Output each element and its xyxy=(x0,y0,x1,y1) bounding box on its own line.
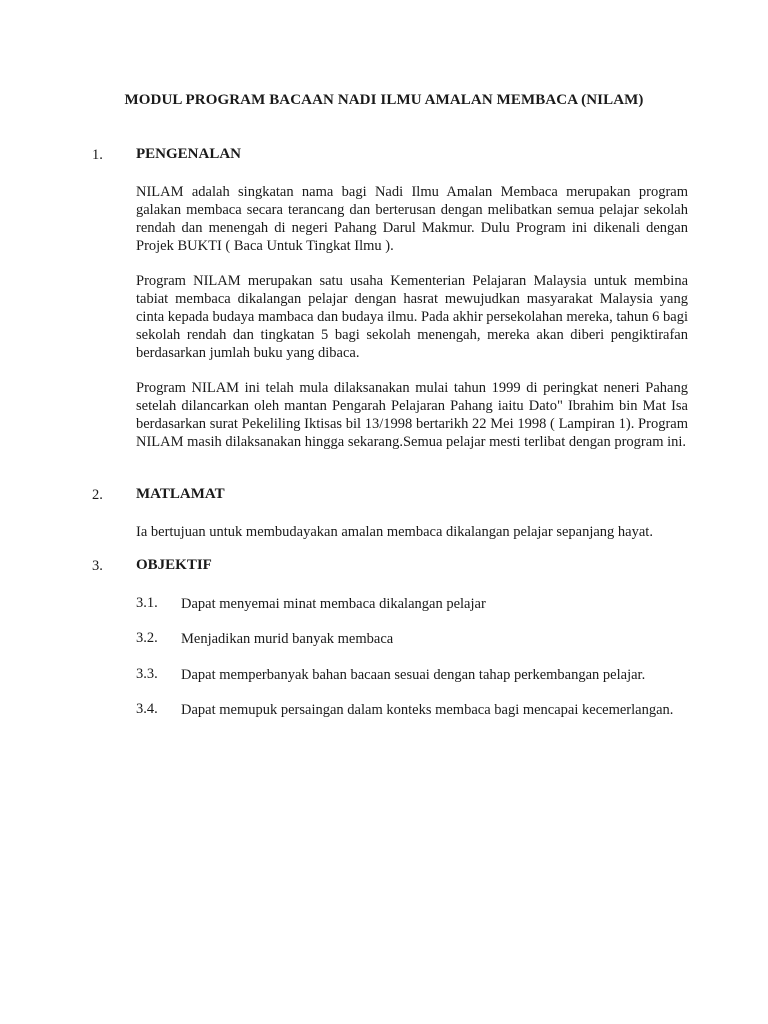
section-heading-objektif: OBJEKTIF xyxy=(136,557,212,573)
objective-number: 3.4. xyxy=(136,701,158,717)
document-title: MODUL PROGRAM BACAAN NADI ILMU AMALAN MEMBACA (NILAM) xyxy=(124,92,644,108)
section-number: 2. xyxy=(92,487,103,503)
objective-text: Menjadikan murid banyak membaca xyxy=(181,631,394,647)
objective-text: Dapat menyemai minat membaca dikalangan pelajar xyxy=(181,596,486,612)
paragraph-pengenalan-3: Program NILAM ini telah mula dilaksanakan mulai tahun 1999 di peringkat neneri Pahang setelah dilancarkan oleh mantan Pengarah Pelajaran Pahang iaitu Dato" Ibrahim bin Mat Isa berdasarkan surat Pekeliling Iktisas bil 13/1998 bertarikh 22 Mei 1998 ( Lampiran 1). Program NILAM masih dilaksanakan hingga sekarang.Semua pelajar mesti terlibat dengan program ini. xyxy=(136,380,688,450)
objective-text: Dapat memupuk persaingan dalam konteks membaca bagi mencapai kecemerlangan. xyxy=(181,702,674,718)
section-number: 3. xyxy=(92,558,103,574)
paragraph-pengenalan-1: NILAM adalah singkatan nama bagi Nadi Ilmu Amalan Membaca merupakan program galakan membaca secara terancang dan berterusan dengan melibatkan semua pelajar sekolah rendah dan menengah di negeri Pahang Darul Makmur. Dulu Program ini dikenali dengan Projek BUKTI ( Baca Untuk Tingkat Ilmu ). xyxy=(136,184,688,254)
section-heading-matlamat: MATLAMAT xyxy=(136,486,225,502)
objective-text: Dapat memperbanyak bahan bacaan sesuai dengan tahap perkembangan pelajar. xyxy=(181,667,646,683)
objective-number: 3.1. xyxy=(136,595,158,611)
objective-number: 3.3. xyxy=(136,666,158,682)
paragraph-pengenalan-2: Program NILAM merupakan satu usaha Kementerian Pelajaran Malaysia untuk membina tabiat membaca dikalangan pelajar dengan hasrat mewujudkan masyarakat Malaysia yang cinta kepada budaya mambaca dan budaya ilmu. Pada akhir persekolahan mereka, tahun 6 bagi sekolah rendah dan tingkatan 5 bagi sekolah menengah, mereka akan diberi pengiktirafan berdasarkan jumlah buku yang dibaca. xyxy=(136,273,688,361)
paragraph-matlamat: Ia bertujuan untuk membudayakan amalan membaca dikalangan pelajar sepanjang hayat. xyxy=(136,524,653,540)
section-number: 1. xyxy=(92,147,103,163)
section-heading-pengenalan: PENGENALAN xyxy=(136,146,242,162)
objective-number: 3.2. xyxy=(136,630,158,646)
